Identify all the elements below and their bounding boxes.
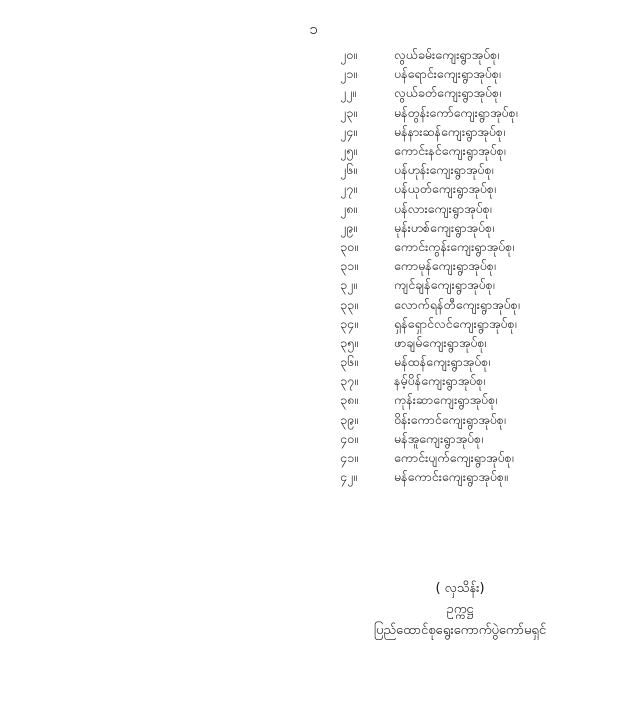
village-group-name: ဖာချမ်ကျေးရွာအုပ်စု၊ bbox=[394, 334, 487, 350]
list-item bbox=[340, 105, 520, 124]
item-number: ၂၈။ bbox=[340, 200, 358, 216]
list-item bbox=[340, 335, 520, 354]
list-item bbox=[340, 431, 520, 450]
list-item bbox=[340, 201, 520, 220]
item-number: ၃၈။ bbox=[340, 392, 358, 408]
signature-block bbox=[310, 578, 610, 641]
list-item bbox=[340, 373, 520, 392]
village-group-name: မန်နားဆန်ကျေးရွာအုပ်စု၊ bbox=[394, 123, 506, 139]
item-number: ၂၂။ bbox=[340, 85, 357, 101]
village-group-name: နမ့်ပိန်ကျေးရွာအုပ်စု၊ bbox=[394, 373, 486, 389]
list-item bbox=[340, 296, 520, 315]
list-item bbox=[340, 181, 520, 200]
village-group-name: မန်တွန်းကော်ကျေးရွာအုပ်စု၊ bbox=[394, 104, 518, 120]
item-number: ၃၂။ bbox=[340, 277, 357, 293]
village-group-name: လောက်ရန်တီကျေးရွာအုပ်စု၊ bbox=[394, 296, 520, 312]
list-item bbox=[340, 239, 520, 258]
list-item bbox=[340, 469, 520, 488]
item-number: ၄၁။ bbox=[340, 450, 358, 466]
village-group-name: မန်အူကျေးရွာအုပ်စု၊ bbox=[394, 430, 484, 446]
village-group-name: ပန်လားကျေးရွာအုပ်စု၊ bbox=[394, 200, 492, 216]
item-number: ၂၄။ bbox=[340, 123, 357, 139]
list-item bbox=[340, 66, 520, 85]
signatory-title: ဥက္ကဋ္ဌ bbox=[446, 602, 474, 617]
item-number: ၃၃။ bbox=[340, 296, 358, 312]
village-group-name: ကုန်းဆာကျေးရွာအုပ်စု၊ bbox=[394, 392, 498, 408]
item-number: ၂၀။ bbox=[340, 47, 357, 63]
signatory-name: ( လှသိန်း) bbox=[435, 581, 485, 596]
list-item bbox=[340, 143, 520, 162]
list-item bbox=[340, 277, 520, 296]
item-number: ၂၆။ bbox=[340, 162, 357, 178]
list-item bbox=[340, 162, 520, 181]
item-number: ၃၆။ bbox=[340, 354, 358, 370]
item-number: ၂၅။ bbox=[340, 143, 357, 159]
list-item bbox=[340, 220, 520, 239]
village-group-name: ပန်ယုတ်ကျေးရွာအုပ်စု၊ bbox=[394, 181, 497, 197]
village-group-name: ကျင်ချန်ကျေးရွာအုပ်စု၊ bbox=[394, 277, 495, 293]
village-group-name: ကောင်းပျက်ကျေးရွာအုပ်စု၊ bbox=[394, 450, 514, 466]
village-group-name: ကောင်းကွန်းကျေးရွာအုပ်စု၊ bbox=[394, 238, 515, 254]
village-group-name: ကောမုန်ကျေးရွာအုပ်စု၊ bbox=[394, 258, 496, 274]
village-group-name: ဝိန်းကောင်ကျေးရွာအုပ်စု၊ bbox=[394, 411, 506, 427]
village-group-name: ရှန်ရှောင်လင်ကျေးရွာအုပ်စု၊ bbox=[394, 315, 517, 331]
item-number: ၂၃။ bbox=[340, 104, 357, 120]
signatory-organization: ပြည်ထောင်စုရွေးကောက်ပွဲကော်မရှင် bbox=[373, 623, 547, 638]
village-group-list bbox=[340, 47, 520, 488]
page-number: ၁ bbox=[309, 20, 318, 38]
village-group-name: ပန်ဟုန်းကျေးရွာအုပ်စု၊ bbox=[394, 162, 494, 178]
list-item bbox=[340, 316, 520, 335]
item-number: ၃၀။ bbox=[340, 238, 358, 254]
item-number: ၃၇။ bbox=[340, 373, 358, 389]
item-number: ၄၂။ bbox=[340, 469, 357, 485]
item-number: ၃၅။ bbox=[340, 334, 358, 350]
village-group-name: မန်ကောင်းကျေးရွာအုပ်စု။ bbox=[394, 469, 508, 485]
list-item bbox=[340, 392, 520, 411]
item-number: ၃၁။ bbox=[340, 258, 358, 274]
list-item bbox=[340, 258, 520, 277]
village-group-name: မုန်းဟစ်ကျေးရွာအုပ်စု၊ bbox=[394, 219, 495, 235]
item-number: ၂၁။ bbox=[340, 66, 357, 82]
item-number: ၃၉။ bbox=[340, 411, 358, 427]
list-item bbox=[340, 450, 520, 469]
list-item bbox=[340, 354, 520, 373]
village-group-name: လွယ်ခတ်ကျေးရွာအုပ်စု၊ bbox=[394, 85, 502, 101]
village-group-name: မန်ထန်ကျေးရွာအုပ်စု၊ bbox=[394, 354, 491, 370]
item-number: ၄၀။ bbox=[340, 430, 358, 446]
village-group-name: လွယ်ခမ်းကျေးရွာအုပ်စု၊ bbox=[394, 47, 500, 63]
item-number: ၃၄။ bbox=[340, 315, 358, 331]
village-group-name: ပန်ရောင်းကျေးရွာအုပ်စု၊ bbox=[394, 66, 501, 82]
item-number: ၂၇။ bbox=[340, 181, 357, 197]
list-item bbox=[340, 412, 520, 431]
list-item bbox=[340, 85, 520, 104]
list-item bbox=[340, 47, 520, 66]
list-item bbox=[340, 124, 520, 143]
village-group-name: ကောင်းနင်ကျေးရွာအုပ်စု၊ bbox=[394, 143, 506, 159]
item-number: ၂၉။ bbox=[340, 219, 357, 235]
